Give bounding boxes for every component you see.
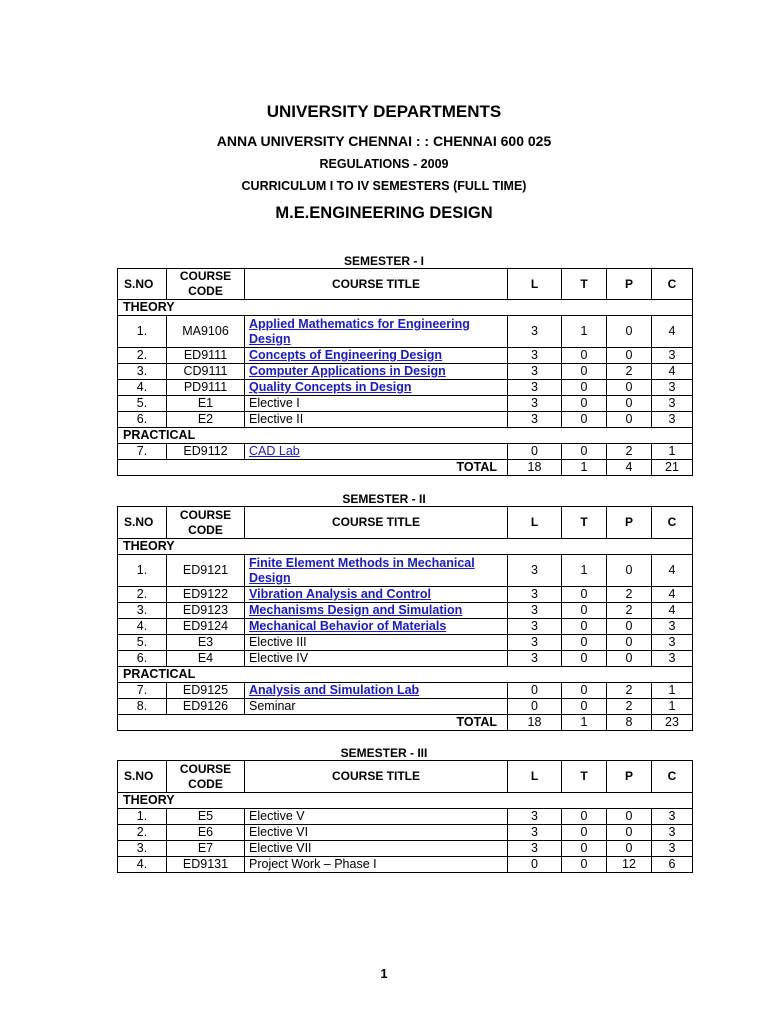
serial-number: 6.	[118, 412, 167, 428]
lecture-hours: 3	[508, 635, 562, 651]
serial-number: 1.	[118, 809, 167, 825]
semester-table	[117, 760, 693, 873]
course-title: Elective II	[249, 412, 304, 426]
course-title-link[interactable]: Mechanical Behavior of Materials	[249, 619, 447, 633]
tutorial-hours: 0	[562, 683, 607, 699]
t-header: T	[562, 269, 607, 300]
section-label: THEORY	[118, 300, 693, 316]
lecture-hours: 3	[508, 396, 562, 412]
total-blank	[167, 715, 245, 731]
course-title: Project Work – Phase I	[249, 857, 377, 871]
course-title-cell	[245, 348, 508, 364]
total-blank	[118, 715, 167, 731]
credits: 1	[652, 699, 693, 715]
course-code: E2	[167, 412, 245, 428]
lecture-hours: 3	[508, 316, 562, 348]
lecture-hours: 3	[508, 619, 562, 635]
serial-number: 2.	[118, 825, 167, 841]
code-header: COURSE CODE	[167, 507, 245, 539]
t-header: T	[562, 761, 607, 793]
course-code: ED9121	[167, 555, 245, 587]
tutorial-hours: 0	[562, 841, 607, 857]
course-code: E3	[167, 635, 245, 651]
tutorial-hours: 0	[562, 635, 607, 651]
practical-hours: 2	[607, 683, 652, 699]
section-label: PRACTICAL	[118, 428, 693, 444]
serial-number: 3.	[118, 841, 167, 857]
lecture-hours: 3	[508, 364, 562, 380]
course-title-cell	[245, 396, 508, 412]
serial-number: 3.	[118, 603, 167, 619]
course-title: Elective V	[249, 809, 305, 823]
course-title: Elective VI	[249, 825, 309, 839]
tutorial-hours: 0	[562, 444, 607, 460]
serial-number: 6.	[118, 651, 167, 667]
semester-label: SEMESTER - II	[342, 492, 426, 506]
section-label: PRACTICAL	[118, 667, 693, 683]
credits: 3	[652, 825, 693, 841]
table-row	[118, 619, 693, 635]
code-header: COURSE CODE	[167, 761, 245, 793]
course-code: E6	[167, 825, 245, 841]
course-title-link[interactable]: Finite Element Methods in Mechanical Design	[249, 555, 475, 585]
tutorial-hours: 1	[562, 555, 607, 587]
table-row	[118, 555, 693, 587]
course-code: ED9126	[167, 699, 245, 715]
section-row	[118, 428, 693, 444]
table-row	[118, 412, 693, 428]
course-title-cell	[245, 380, 508, 396]
total-blank	[167, 460, 245, 476]
total-c: 23	[652, 715, 693, 731]
section-row	[118, 667, 693, 683]
table-row	[118, 348, 693, 364]
course-code: ED9123	[167, 603, 245, 619]
course-title: Elective VII	[249, 841, 312, 855]
credits: 3	[652, 841, 693, 857]
lecture-hours: 0	[508, 857, 562, 873]
p-header: P	[607, 507, 652, 539]
sno-header: S.NO	[118, 507, 167, 539]
practical-hours: 0	[607, 316, 652, 348]
lecture-hours: 3	[508, 555, 562, 587]
p-header: P	[607, 269, 652, 300]
serial-number: 8.	[118, 699, 167, 715]
total-label: TOTAL	[245, 460, 508, 476]
table-row	[118, 683, 693, 699]
course-title-link[interactable]: CAD Lab	[249, 444, 300, 458]
section-row	[118, 539, 693, 555]
title-header: COURSE TITLE	[245, 761, 508, 793]
sno-header: S.NO	[118, 269, 167, 300]
practical-hours: 0	[607, 619, 652, 635]
course-code: ED9111	[167, 348, 245, 364]
serial-number: 7.	[118, 683, 167, 699]
course-title-cell	[245, 809, 508, 825]
course-code: ED9124	[167, 619, 245, 635]
course-title: Elective IV	[249, 651, 309, 665]
serial-number: 4.	[118, 619, 167, 635]
table-row	[118, 841, 693, 857]
tutorial-hours: 0	[562, 651, 607, 667]
course-code: E4	[167, 651, 245, 667]
lecture-hours: 3	[508, 603, 562, 619]
course-code: MA9106	[167, 316, 245, 348]
tutorial-hours: 0	[562, 619, 607, 635]
serial-number: 1.	[118, 316, 167, 348]
course-title-cell	[245, 683, 508, 699]
course-title-cell	[245, 841, 508, 857]
course-title-link[interactable]: Concepts of Engineering Design	[249, 348, 443, 362]
credits: 3	[652, 619, 693, 635]
credits: 6	[652, 857, 693, 873]
credits: 4	[652, 364, 693, 380]
practical-hours: 2	[607, 699, 652, 715]
table-row	[118, 809, 693, 825]
course-code: E1	[167, 396, 245, 412]
l-header: L	[508, 761, 562, 793]
course-title-cell	[245, 619, 508, 635]
credits: 1	[652, 444, 693, 460]
course-code: E5	[167, 809, 245, 825]
lecture-hours: 3	[508, 348, 562, 364]
tutorial-hours: 0	[562, 587, 607, 603]
practical-hours: 0	[607, 348, 652, 364]
serial-number: 5.	[118, 635, 167, 651]
lecture-hours: 3	[508, 825, 562, 841]
lecture-hours: 3	[508, 380, 562, 396]
lecture-hours: 0	[508, 699, 562, 715]
semester-table	[117, 506, 693, 731]
tutorial-hours: 0	[562, 825, 607, 841]
table-row	[118, 603, 693, 619]
tutorial-hours: 0	[562, 857, 607, 873]
university-name: ANNA UNIVERSITY CHENNAI : : CHENNAI 600 025	[216, 133, 552, 149]
course-title-cell	[245, 699, 508, 715]
practical-hours: 2	[607, 444, 652, 460]
credits: 4	[652, 603, 693, 619]
credits: 1	[652, 683, 693, 699]
table-header-row	[118, 269, 693, 300]
course-title-cell	[245, 857, 508, 873]
practical-hours: 0	[607, 380, 652, 396]
p-header: P	[607, 761, 652, 793]
serial-number: 1.	[118, 555, 167, 587]
semester-label: SEMESTER - III	[340, 746, 428, 760]
course-code: ED9122	[167, 587, 245, 603]
code-header: COURSE CODE	[167, 269, 245, 300]
credits: 4	[652, 555, 693, 587]
course-title-cell	[245, 444, 508, 460]
lecture-hours: 0	[508, 683, 562, 699]
course-title-cell	[245, 603, 508, 619]
course-code: ED9125	[167, 683, 245, 699]
credits: 4	[652, 587, 693, 603]
practical-hours: 0	[607, 555, 652, 587]
total-row	[118, 715, 693, 731]
course-code: ED9112	[167, 444, 245, 460]
table-row	[118, 825, 693, 841]
course-title-link[interactable]: Quality Concepts in Design	[249, 380, 412, 394]
course-code: ED9131	[167, 857, 245, 873]
practical-hours: 0	[607, 412, 652, 428]
table-row	[118, 364, 693, 380]
total-row	[118, 460, 693, 476]
total-t: 1	[562, 460, 607, 476]
total-p: 8	[607, 715, 652, 731]
tutorial-hours: 0	[562, 364, 607, 380]
tutorial-hours: 0	[562, 699, 607, 715]
lecture-hours: 3	[508, 651, 562, 667]
serial-number: 5.	[118, 396, 167, 412]
total-blank	[118, 460, 167, 476]
course-title-link[interactable]: Analysis and Simulation Lab	[249, 683, 420, 697]
credits: 3	[652, 412, 693, 428]
tutorial-hours: 0	[562, 412, 607, 428]
credits: 3	[652, 635, 693, 651]
credits: 3	[652, 348, 693, 364]
course-title-cell	[245, 316, 508, 348]
practical-hours: 0	[607, 809, 652, 825]
serial-number: 4.	[118, 380, 167, 396]
total-c: 21	[652, 460, 693, 476]
serial-number: 2.	[118, 348, 167, 364]
practical-hours: 0	[607, 825, 652, 841]
c-header: C	[652, 269, 693, 300]
table-row	[118, 396, 693, 412]
course-code: CD9111	[167, 364, 245, 380]
tutorial-hours: 0	[562, 348, 607, 364]
tutorial-hours: 0	[562, 603, 607, 619]
total-label: TOTAL	[245, 715, 508, 731]
section-row	[118, 300, 693, 316]
regulations-label: REGULATIONS - 2009	[319, 157, 449, 171]
practical-hours: 0	[607, 396, 652, 412]
table-row	[118, 380, 693, 396]
table-row	[118, 444, 693, 460]
practical-hours: 12	[607, 857, 652, 873]
credits: 4	[652, 316, 693, 348]
table-row	[118, 635, 693, 651]
table-row	[118, 857, 693, 873]
serial-number: 2.	[118, 587, 167, 603]
practical-hours: 2	[607, 603, 652, 619]
course-title-link[interactable]: Applied Mathematics for Engineering Design	[249, 316, 470, 346]
course-title-link[interactable]: Computer Applications in Design	[249, 364, 446, 378]
t-header: T	[562, 507, 607, 539]
course-title-cell	[245, 412, 508, 428]
lecture-hours: 3	[508, 412, 562, 428]
document-title: UNIVERSITY DEPARTMENTS	[266, 102, 502, 121]
c-header: C	[652, 761, 693, 793]
course-title-cell	[245, 587, 508, 603]
table-row	[118, 316, 693, 348]
section-label: THEORY	[118, 793, 693, 809]
semester-label: SEMESTER - I	[343, 254, 424, 268]
table-row	[118, 651, 693, 667]
credits: 3	[652, 396, 693, 412]
total-l: 18	[508, 460, 562, 476]
credits: 3	[652, 380, 693, 396]
total-p: 4	[607, 460, 652, 476]
lecture-hours: 3	[508, 841, 562, 857]
course-title: Seminar	[249, 699, 296, 713]
serial-number: 3.	[118, 364, 167, 380]
curriculum-label: CURRICULUM I TO IV SEMESTERS (FULL TIME)	[241, 179, 527, 193]
practical-hours: 0	[607, 651, 652, 667]
practical-hours: 0	[607, 841, 652, 857]
tutorial-hours: 0	[562, 809, 607, 825]
serial-number: 4.	[118, 857, 167, 873]
table-header-row	[118, 761, 693, 793]
course-title-cell	[245, 635, 508, 651]
title-header: COURSE TITLE	[245, 269, 508, 300]
tutorial-hours: 0	[562, 380, 607, 396]
credits: 3	[652, 651, 693, 667]
lecture-hours: 3	[508, 587, 562, 603]
c-header: C	[652, 507, 693, 539]
credits: 3	[652, 809, 693, 825]
course-title-cell	[245, 364, 508, 380]
total-l: 18	[508, 715, 562, 731]
course-title-link[interactable]: Vibration Analysis and Control	[249, 587, 431, 601]
course-title-cell	[245, 825, 508, 841]
l-header: L	[508, 507, 562, 539]
page-number: 1	[380, 966, 388, 981]
lecture-hours: 3	[508, 809, 562, 825]
sno-header: S.NO	[118, 761, 167, 793]
title-header: COURSE TITLE	[245, 507, 508, 539]
table-row	[118, 587, 693, 603]
table-row	[118, 699, 693, 715]
practical-hours: 0	[607, 635, 652, 651]
practical-hours: 2	[607, 587, 652, 603]
course-title-cell	[245, 555, 508, 587]
course-title: Elective III	[249, 635, 307, 649]
total-t: 1	[562, 715, 607, 731]
program-title: M.E.ENGINEERING DESIGN	[275, 204, 493, 222]
l-header: L	[508, 269, 562, 300]
serial-number: 7.	[118, 444, 167, 460]
semester-table	[117, 268, 693, 476]
course-code: PD9111	[167, 380, 245, 396]
section-label: THEORY	[118, 539, 693, 555]
tutorial-hours: 1	[562, 316, 607, 348]
practical-hours: 2	[607, 364, 652, 380]
course-title: Elective I	[249, 396, 300, 410]
course-title-cell	[245, 651, 508, 667]
course-title-link[interactable]: Mechanisms Design and Simulation	[249, 603, 463, 617]
tutorial-hours: 0	[562, 396, 607, 412]
lecture-hours: 0	[508, 444, 562, 460]
table-header-row	[118, 507, 693, 539]
course-code: E7	[167, 841, 245, 857]
section-row	[118, 793, 693, 809]
